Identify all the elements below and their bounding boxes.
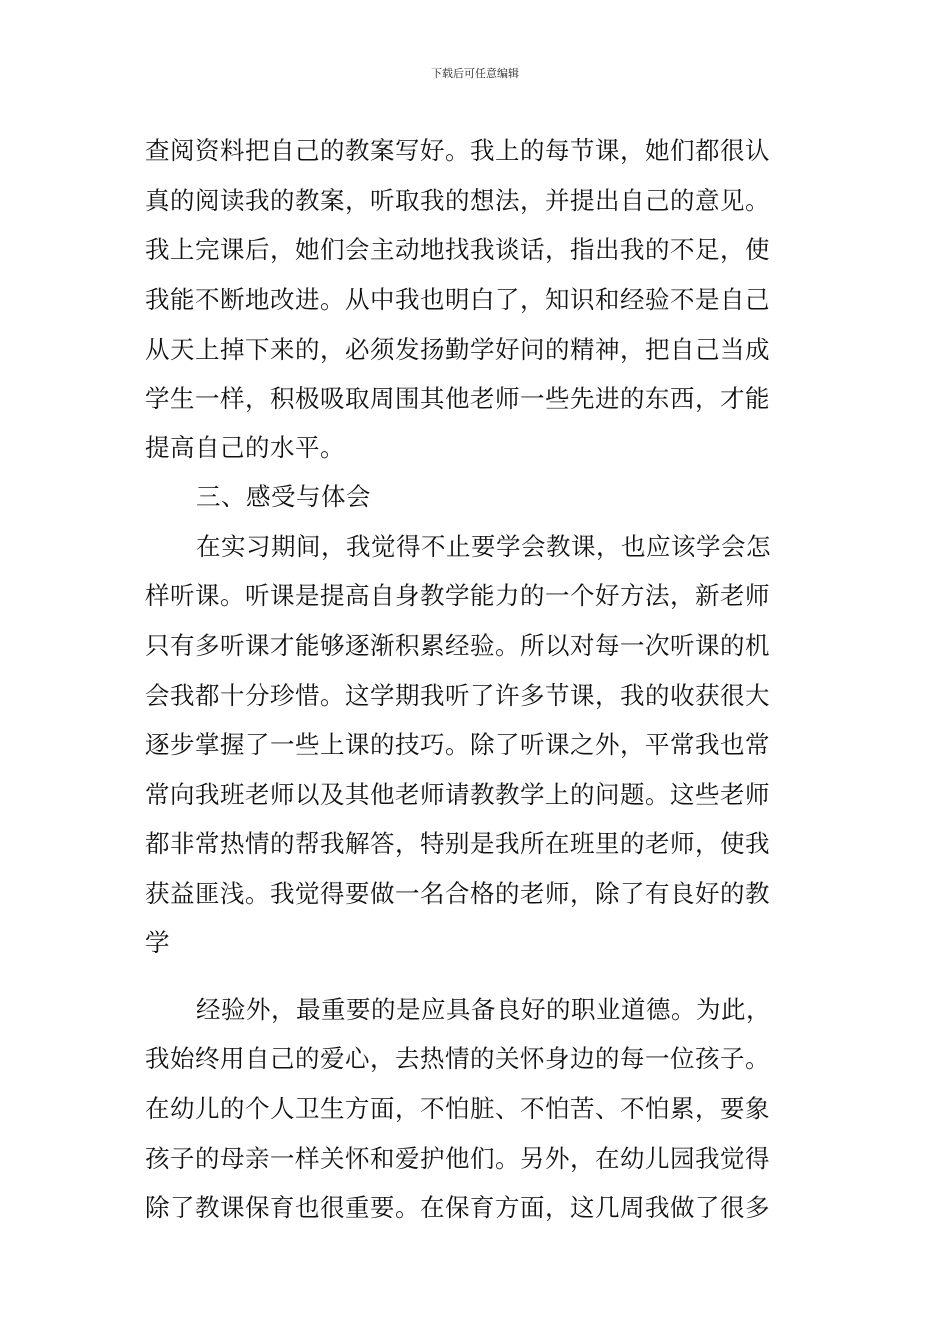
body-line-1: 查阅资料把自己的教案写好。我上的每节课，她们都很认 [145, 136, 770, 165]
body-line-16: 获益匪浅。我觉得要做一名合格的老师，除了有良好的教 [145, 879, 770, 908]
body-line-5: 从天上掉下来的，必须发扬勤学好问的精神，把自己当成 [145, 335, 770, 364]
body-line-17: 学 [145, 928, 170, 957]
body-line-11: 只有多听课才能够逐渐积累经验。所以对每一次听课的机 [145, 631, 770, 660]
body-line-22: 除了教课保育也很重要。在保育方面，这几周我做了很多 [145, 1193, 770, 1222]
body-line-6: 学生一样，积极吸取周围其他老师一些先进的东西，才能 [145, 384, 770, 413]
section-heading: 三、感受与体会 [196, 482, 371, 511]
body-line-15: 都非常热情的帮我解答，特别是我所在班里的老师，使我 [145, 829, 770, 858]
body-line-7: 提高自己的水平。 [145, 433, 345, 462]
body-line-12: 会我都十分珍惜。这学期我听了许多节课，我的收获很大 [145, 681, 770, 710]
body-line-18: 经验外，最重要的是应具备良好的职业道德。为此， [196, 995, 771, 1024]
page-header: 下载后可任意编辑 [431, 67, 519, 80]
body-line-19: 我始终用自己的爱心，去热情的关怀身边的每一位孩子。 [145, 1044, 770, 1073]
body-line-2: 真的阅读我的教案，听取我的想法，并提出自己的意见。 [145, 186, 770, 215]
body-line-20: 在幼儿的个人卫生方面，不怕脏、不怕苦、不怕累，要象 [145, 1094, 770, 1123]
body-line-13: 逐步掌握了一些上课的技巧。除了听课之外，平常我也常 [145, 730, 770, 759]
body-line-4: 我能不断地改进。从中我也明白了，知识和经验不是自己 [145, 285, 770, 314]
body-line-9: 在实习期间，我觉得不止要学会教课，也应该学会怎 [196, 532, 771, 561]
body-line-3: 我上完课后，她们会主动地找我谈话，指出我的不足，使 [145, 235, 770, 264]
body-line-21: 孩子的母亲一样关怀和爱护他们。另外，在幼儿园我觉得 [145, 1144, 770, 1173]
body-line-10: 样听课。听课是提高自身教学能力的一个好方法，新老师 [145, 581, 770, 610]
body-line-14: 常向我班老师以及其他老师请教教学上的问题。这些老师 [145, 780, 770, 809]
